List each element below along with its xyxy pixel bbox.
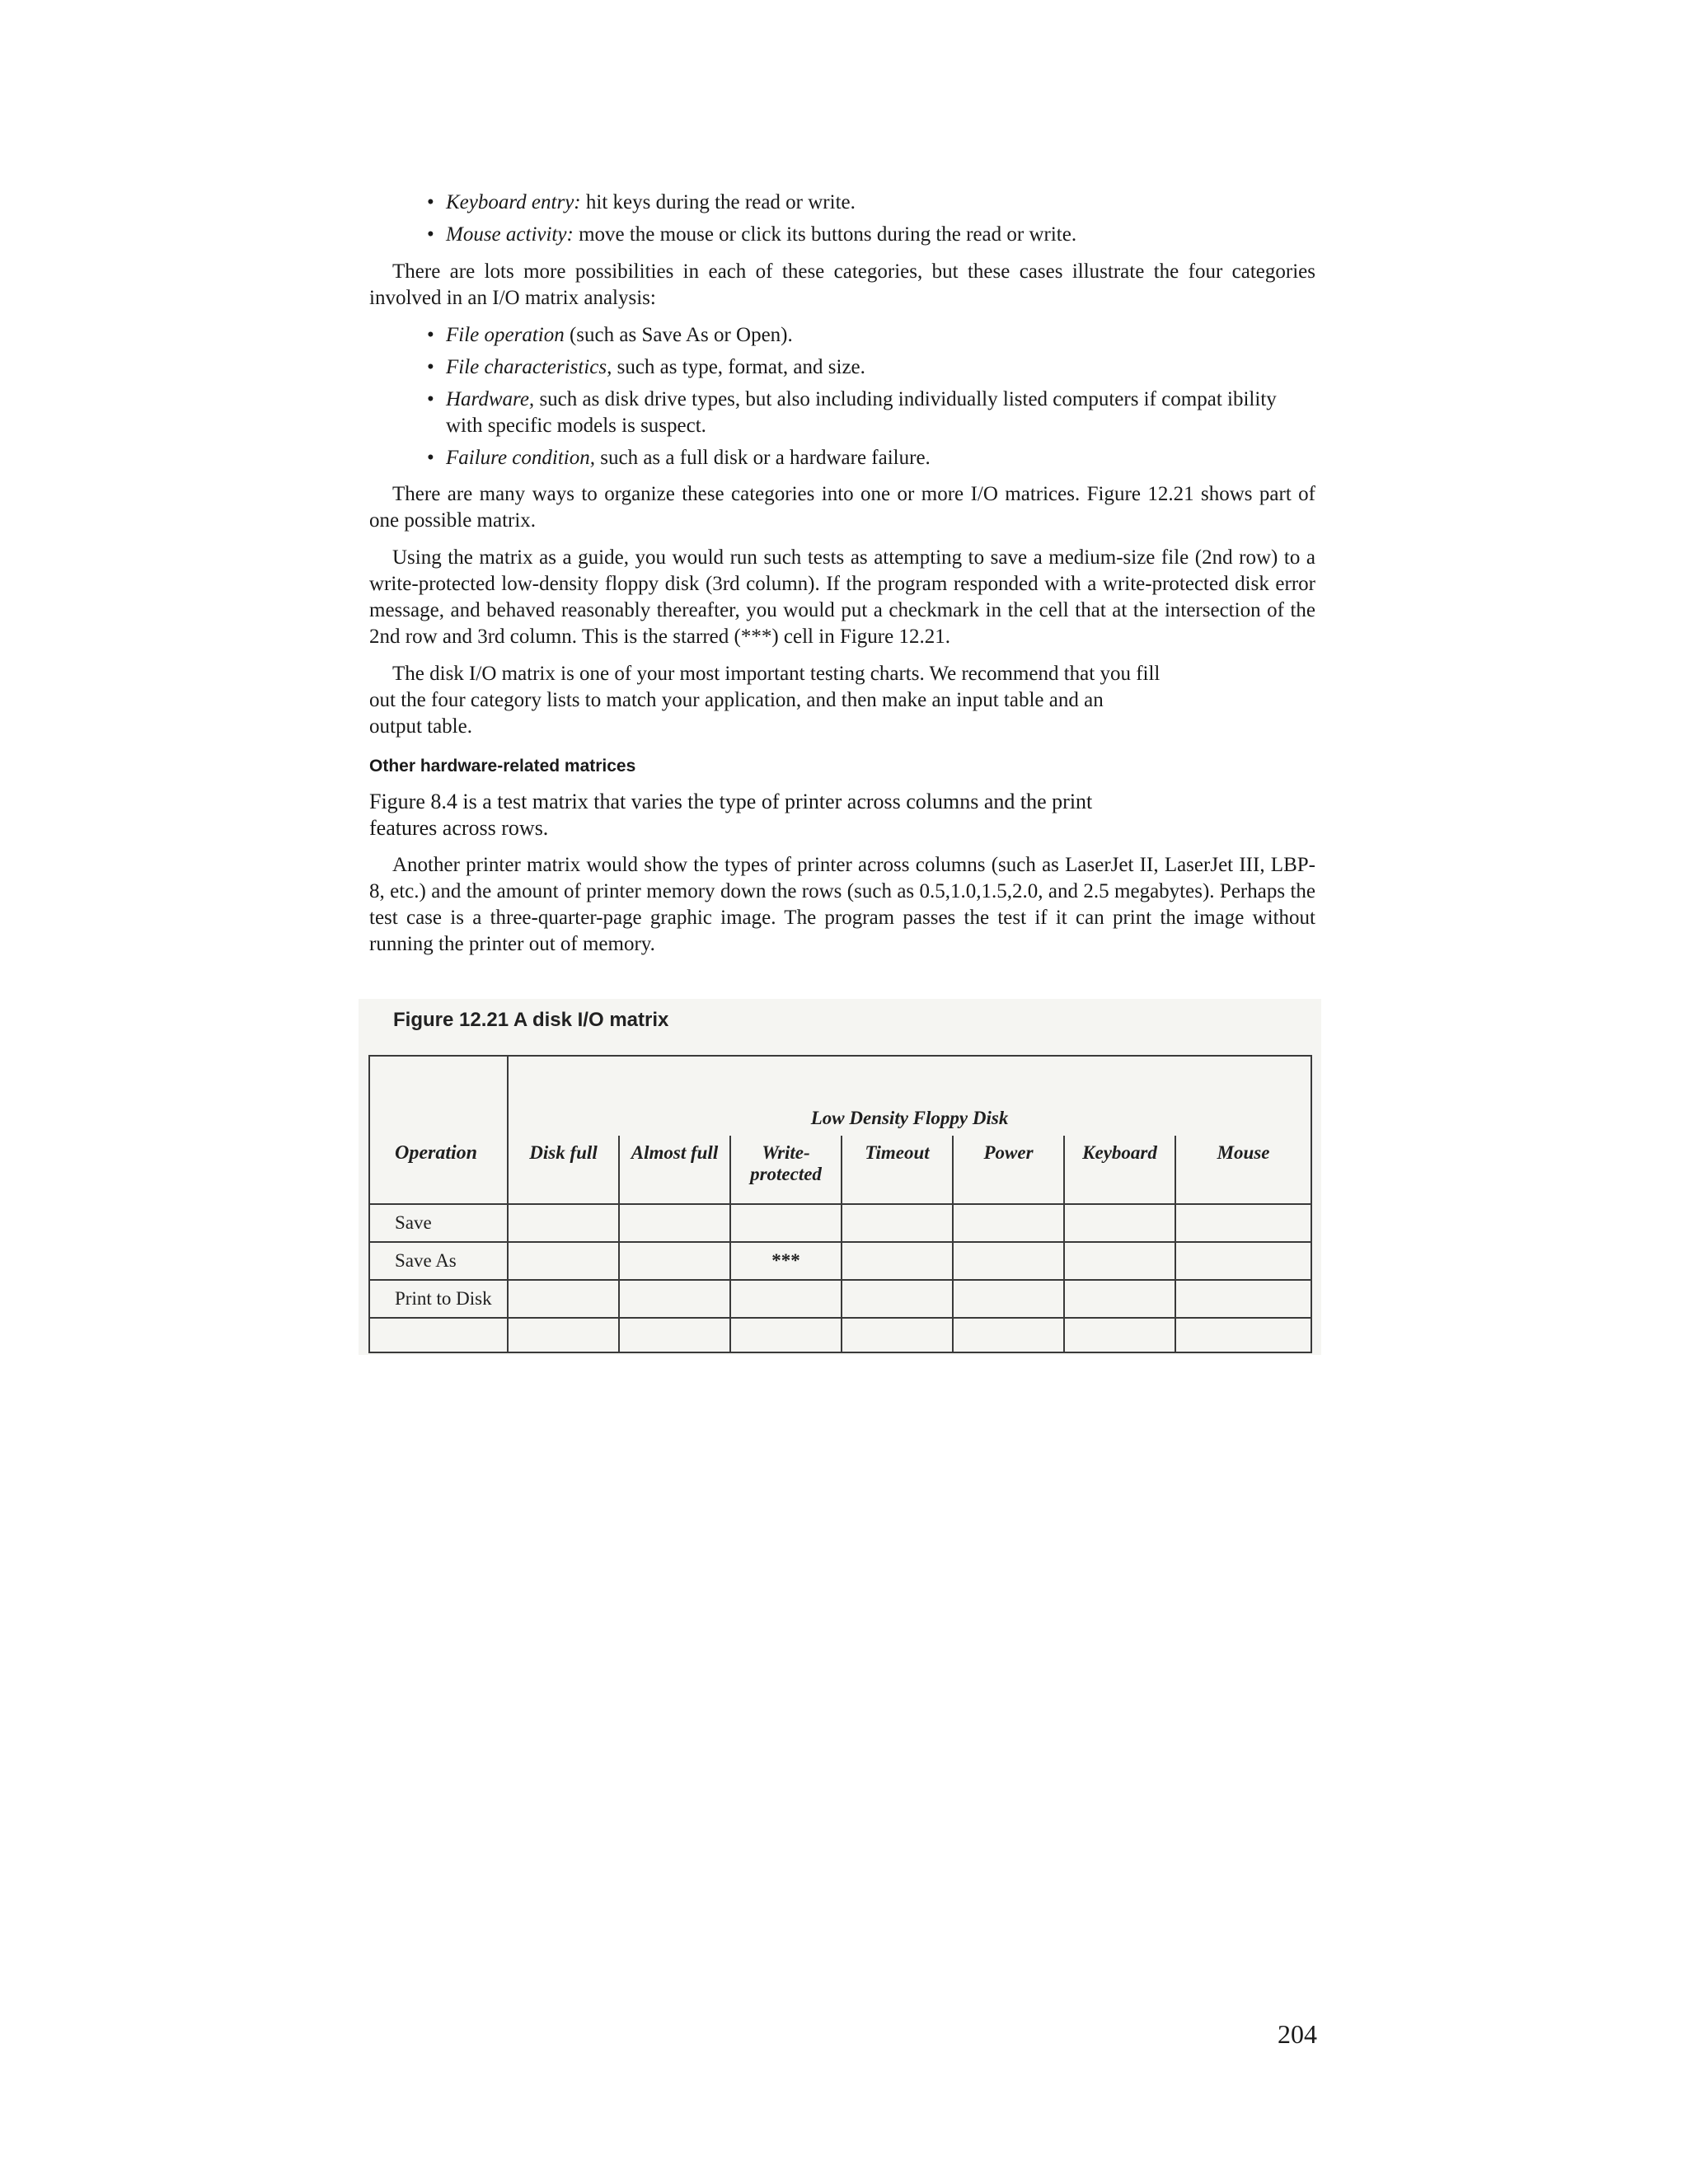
io-matrix-table [368,1055,1312,1353]
table-cell [619,1280,730,1318]
column-header-timeout: Timeout [842,1136,953,1204]
list-item: • Keyboard entry: hit keys during the read or write. [427,191,856,213]
list-item-term: Mouse activity: [446,223,574,246]
table-cell [842,1280,953,1318]
list-item-text: such as type, format, and size. [612,356,865,378]
table-cell [730,1204,842,1242]
table-cell [1175,1204,1311,1242]
list-item-text: hit keys during the read or write. [580,191,856,213]
table-cell [619,1318,730,1352]
table-cell [619,1242,730,1280]
table-cell [953,1280,1064,1318]
list-item: • Hardware, such as disk drive types, but also including individually listed computers if compat ibility with specific models is suspect. [427,388,1277,437]
paragraph-categories: There are lots more possibilities in each of these categories, but these cases illustrate the four categories involved in an I/O matrix analysis: [369,260,1315,309]
table-cell [1064,1204,1175,1242]
table-cell [953,1318,1064,1352]
table-cell [508,1280,619,1318]
table-header-row [369,1136,1311,1204]
table-cell [953,1204,1064,1242]
list-item-term: File operation [446,324,565,346]
row-label: Print to Disk [369,1280,508,1318]
table-cell [1175,1242,1311,1280]
starred-cell: *** [730,1242,842,1280]
column-header-write-protected: Write-protected [730,1136,842,1204]
list-item-text: move the mouse or click its buttons during the read or write. [573,223,1077,246]
list-item-term: File characteristics, [446,356,612,378]
list-item-text: such as a full disk or a hardware failure. [595,447,931,469]
figure-disk-io-matrix [359,999,1321,1355]
list-item-text: (such as Save As or Open). [564,324,793,346]
table-cell [1064,1242,1175,1280]
table-cell [842,1318,953,1352]
paragraph-figure-8-4: Figure 8.4 is a test matrix that varies the type of printer across columns and the print features across rows. [369,790,1093,840]
paragraph-organize: There are many ways to organize these categories into one or more I/O matrices. Figure 12.21 shows part of one possible matrix. [369,483,1315,532]
table-cell [842,1204,953,1242]
list-item: • File operation (such as Save As or Open). [427,324,793,346]
table-cell [953,1242,1064,1280]
figure-caption: Figure 12.21 A disk I/O matrix [393,1009,669,1031]
table-cell [842,1242,953,1280]
list-item-term: Keyboard entry: [446,191,581,213]
paragraph-disk-matrix: The disk I/O matrix is one of your most important testing charts. We recommend that you fill out the four category lists to match your application, and then make an input table and an output table. [369,663,1160,738]
body-text [369,190,1315,968]
table-row [369,1242,1311,1280]
table-cell [730,1318,842,1352]
row-label: Save As [369,1242,508,1280]
table-cell [1064,1318,1175,1352]
table-cell [508,1318,619,1352]
table-cell [1064,1280,1175,1318]
table-cell [619,1204,730,1242]
list-item-text: such as disk drive types, but also including individually listed computers if compat ibility with specific models is suspect. [446,388,1277,437]
bullet-list-activities [369,190,1315,248]
table-cell [730,1280,842,1318]
table-cell [508,1242,619,1280]
table-row [369,1204,1311,1242]
list-item-term: Hardware, [446,388,535,410]
column-header-mouse: Mouse [1175,1136,1311,1204]
table-cell [369,1318,508,1352]
table-row-group-header [369,1056,1311,1136]
list-item: • Failure condition, such as a full disk or a hardware failure. [427,447,931,469]
table-row-empty [369,1318,1311,1352]
paragraph-printer-matrix: Another printer matrix would show the types of printer across columns (such as LaserJet II, LaserJet III, LBP-8, etc.) and the amount of printer memory down the rows (such as 0.5,1.0,1.5,2.0, and 2.5 megabytes). Perhaps the test case is a three-quarter-page graphic image. The program passes the test if it can print the image without running the printer out of memory. [369,854,1315,955]
column-header-operation: Operation [369,1136,508,1204]
row-label: Save [369,1204,508,1242]
page-number: 204 [1278,2019,1317,2049]
column-header-almost-full: Almost full [619,1136,730,1204]
column-header-disk-full: Disk full [508,1136,619,1204]
paragraph-using-matrix: Using the matrix as a guide, you would run such tests as attempting to save a medium-size file (2nd row) to a write-protected low-density floppy disk (3rd column). If the program responded with a write-protected disk error message, and behaved reasonably thereafter, you would put a checkmark in the cell that at the intersection of the 2nd row and 3rd column. This is the starred (***) cell in Figure 12.21. [369,546,1315,648]
table-cell [508,1204,619,1242]
table-cell [369,1056,508,1136]
list-item: • File characteristics, such as type, format, and size. [427,356,865,378]
table-cell [1175,1318,1311,1352]
section-heading: Other hardware-related matrices [369,757,636,776]
bullet-list-categories [369,322,1315,471]
table-cell [1175,1280,1311,1318]
table-row [369,1280,1311,1318]
list-item: • Mouse activity: move the mouse or click its buttons during the read or write. [427,223,1077,246]
column-group-header: Low Density Floppy Disk [508,1056,1311,1136]
column-header-keyboard: Keyboard [1064,1136,1175,1204]
column-header-power: Power [953,1136,1064,1204]
list-item-term: Failure condition, [446,447,595,469]
